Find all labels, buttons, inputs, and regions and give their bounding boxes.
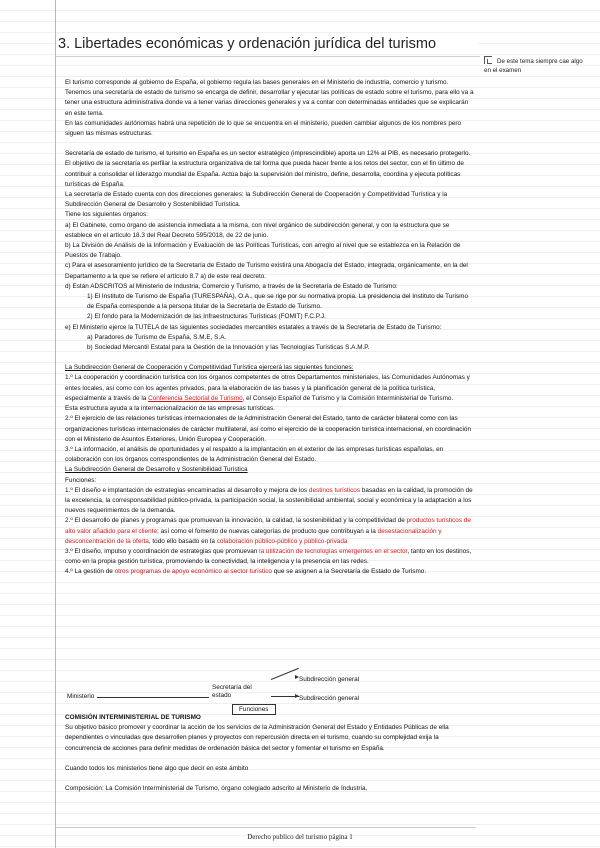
organo-d-2: 2) El fondo para la Modernización de las Infraestructuras Turísticas (FOMIT) F.C.P.J. [87, 313, 326, 321]
sgdst-function-3: 3.º El diseño, impulso y coordinación de estrategias que promuevan la utilización de tecnologías emergentes en el sector, tanto en los destinos, como en la propia gestión turística, promoviendo la conectividad, la inteligencia y la presencia en las redes. [65, 547, 472, 566]
diagram-connector [97, 697, 209, 698]
comision-heading: COMISIÓN INTERMINISTERIAL DE TURISMO [65, 714, 201, 721]
organo-e-b: b) Sociedad Mercantil Estatal para la Gestión de la Innovación y las Tecnologías Turísticas S.A.M.P. [87, 344, 370, 352]
diagram-ministerio: Ministerio [67, 693, 95, 700]
sgcct-function-3: 3.º La información, el análisis de oportunidades y el respaldo a la implantación en el exterior de las empresas turísticas españolas, en colaboración con los órganos correspondientes de la Administración General del Estado. [65, 445, 444, 464]
comision-paragraph-2: Cuando todos los ministerios tiene algo que decir en este ámbito [65, 764, 249, 772]
organo-d-1: 1) El Instituto de Turismo de España (TURESPAÑA), O.A., que se rige por su normativa propia. La presidencia del Instituto de Turismo de España corresponde a la persona titular de la Secretaría de Estado de Turismo. [87, 293, 469, 311]
sgdst-function-2: 2.º El desarrollo de planes y programas que promuevan la innovación, la calidad, la sostenibilidad y la competitividad de productos turísticos de alto valor añadido para el cliente; así como el fomento de nuevas categorías de producto que contribuyan a la desestacionalización y desconcentración de la oferta, todo ello basado en la colaboración público-público y público-privada [65, 517, 471, 545]
intro-paragraph-1: El turismo corresponde al gobierno de España, el gobierno regula las bases generales en el Ministerio de industria, comercio y turismo. Tenemos una secretaría de estado de turismo se encarga de definir, desarrollar y ejecutar las políticas de estado sobre el turismo, para ello va a tener una estructura administrativa donde va a tener varias direcciones generales y va a contar con determinadas entidades que se explicarán en este tema. [65, 79, 474, 117]
conferencia-link[interactable]: Conferencia Sectorial de Turismo [148, 394, 243, 402]
title-divider [56, 56, 480, 57]
secretaria-paragraph-1: Secretaría de estado de turismo, el turismo en España es un sector estratégico (imprescindible) aporta un 12% al PIB, es necesario protegerlo. El objetivo de la secretaría es perfilar la estructura organizativa de tal forma que pueda hacer frente a los retos del sector, con el fin último de contribuir a consolidar el liderazgo mundial de España. Actúa bajo la supervisión del ministro, define, desarrolla, coordina y ejecuta políticas turísticas de España. [65, 150, 471, 188]
intro-paragraph-2: En las comunidades autónomas habrá una repetición de lo que se encuentra en el ministerio, pueden cambiar algunos de los nombres pero siguen las mismas estructuras. [65, 119, 462, 138]
diagram-secretaria: Secretaría del estado [212, 684, 252, 699]
margin-line [55, 0, 56, 848]
comision-paragraph-1: Su objetivo básico promover y coordinar la acción de los servicios de la Administración General del Estado y Entidades Públicas de ella dependientes o vinculadas que desarrollen planes y proyectos con repercusión directa en el turismo, cuando su complejidad exija la concurrencia de acciones para definir medidas de ordenación básica del sector y fomentar el turismo en España. [65, 724, 449, 752]
diagram-subdireccion-1: Subdirección general [299, 676, 360, 683]
checkbox-icon[interactable] [484, 56, 492, 64]
sgcct-heading: La Subdirección General de Cooperación y Competitividad Turística ejercerá las siguientes funciones: [65, 364, 354, 372]
sgdst-function-4: 4.º La gestión de otros programas de apoyo económico al sector turístico que se asignen a la Secretaría de Estado de Turismo. [65, 568, 427, 576]
side-note-text: De este tema siempre cae algo en el examen [484, 58, 583, 74]
sgdst-heading: La Subdirección General de Desarrollo y Sostenibilidad Turística [65, 466, 248, 474]
page-title: 3. Libertades económicas y ordenación jurídica del turismo [58, 34, 478, 54]
secretaria-paragraph-2: La secretaría de Estado cuenta con dos direcciones generales: la Subdirección General de Cooperación y Competitividad Turística y la Subdirección General de Desarrollo y Sostenibilidad Turística. [65, 191, 448, 209]
diagram-subdireccion-2: Subdirección general [299, 695, 360, 702]
footer-divider [56, 827, 476, 828]
organo-e: e) El Ministerio ejerce la TUTELA de las siguientes sociedades mercantiles estatales a través de la Secretaría de Estado de Turismo: [65, 323, 442, 331]
page-footer: Derecho publico del turismo página 1 [247, 833, 353, 841]
organo-c: c) Para el asesoramiento jurídico de la Secretaría de Estado de Turismo existirá una Abogacía del Estado, integrada, orgánicamente, en la del Departamento a la que se refiere el artículo 8.7 a) de este real decreto. [65, 262, 468, 280]
sgdst-funciones-label: Funciones: [65, 476, 97, 484]
sgcct-function-1: 1.º La cooperación y coordinación turística con los órganos competentes de otros Departamentos ministeriales, las Comunidades Autónomas y entes locales, así como con los agentes privados, para la elaboración de las bases y la planificación general de la política turística, especialmente a través de la Conferencia Sectorial de Turismo, el Consejo Español de Turismo y la Comisión Interministerial de Turismo. [65, 374, 470, 402]
sgdst-function-1: 1.º El diseño e implantación de estrategias encaminadas al desarrollo y mejora de los destinos turísticos basadas en la calidad, la promoción de la excelencia, la corresponsabilidad público-privada, la participación social, la sostenibilidad ambiental, social y económica y la adaptación a los nuevos requerimientos de la demanda. [65, 486, 473, 515]
diagram-funciones: Funciones [232, 704, 276, 715]
organo-d: d) Están ADSCRITOS al Ministerio de Industria, Comercio y Turismo, a través de la Secretaría de Estado de Turismo: [65, 282, 398, 290]
sgcct-function-1-note: Esta estructura ayuda a la internacionalización de las empresas turísticas. [65, 405, 275, 413]
sgcct-function-2: 2.º El ejercicio de las relaciones turísticas internacionales de la Administración General del Estado, tanto de carácter bilateral como con las organizaciones turísticas internacionales de carácter multilateral, así como el ejercicio de la cooperación turística internacional, en coordinación con el Ministerio de Asuntos Exteriores, Unión Europea y Cooperación. [65, 415, 472, 443]
comision-paragraph-3: Composición: La Comisión Interministerial de Turismo, órgano colegiado adscrito al Ministerio de Industria, [65, 785, 368, 793]
organo-b: b) La División de Análisis de la Información y Evaluación de las Políticas Turísticas, con arreglo al nivel que se establezca en la Relación de Puestos de Trabajo. [65, 242, 461, 260]
main-content [65, 78, 475, 578]
organo-a: a) El Gabinete, como órgano de asistencia inmediata a la misma, con nivel orgánico de subdirección general, y con la estructura que se establece en el artículo 18.3 del Real Decreto 595/2018, de 22 de junio. [65, 221, 450, 239]
comision-section [65, 713, 475, 794]
organo-e-a: a) Paradores de Turismo de España, S.M.E, S.A. [87, 333, 227, 341]
secretaria-paragraph-3: Tiene los siguientes órganos: [65, 211, 148, 219]
side-note [484, 56, 584, 75]
org-diagram [65, 676, 465, 716]
